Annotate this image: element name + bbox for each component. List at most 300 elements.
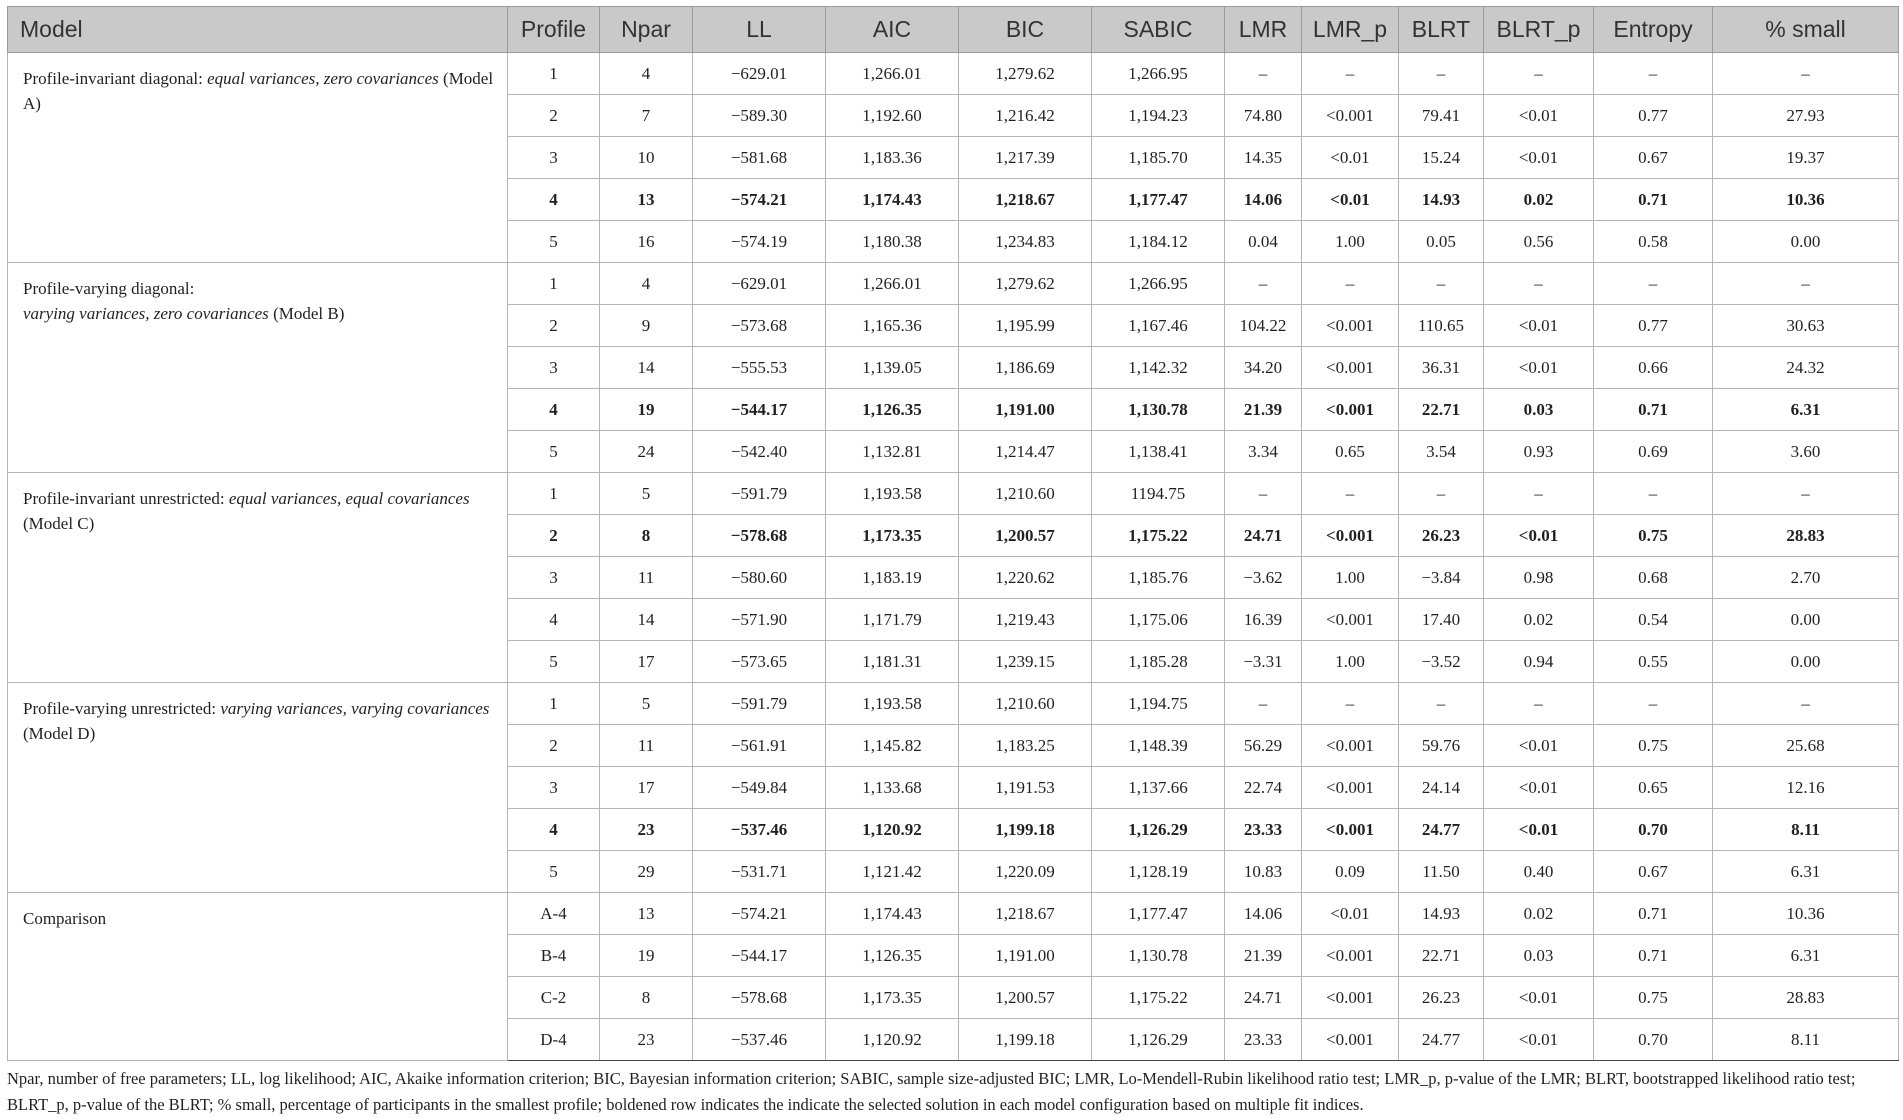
table-cell: <0.001 [1302, 725, 1399, 767]
table-cell: – [1225, 683, 1302, 725]
column-header-entropy: Entropy [1594, 7, 1713, 53]
table-cell: <0.01 [1302, 179, 1399, 221]
table-cell: <0.01 [1484, 95, 1594, 137]
table-cell: – [1399, 263, 1484, 305]
table-cell: 1 [508, 263, 600, 305]
table-cell: 1,200.57 [959, 977, 1092, 1019]
column-header-npar: Npar [600, 7, 693, 53]
table-cell: 0.40 [1484, 851, 1594, 893]
table-cell: 24.71 [1225, 515, 1302, 557]
table-cell: 0.00 [1713, 641, 1899, 683]
table-cell: – [1594, 263, 1713, 305]
table-cell: 28.83 [1713, 977, 1899, 1019]
table-cell: <0.01 [1484, 725, 1594, 767]
table-cell: 1,279.62 [959, 263, 1092, 305]
table-cell: 1,218.67 [959, 893, 1092, 935]
table-cell: 1,120.92 [826, 809, 959, 851]
table-cell: 0.68 [1594, 557, 1713, 599]
table-cell: – [1713, 53, 1899, 95]
table-cell: <0.001 [1302, 809, 1399, 851]
model-label-text: Profile-invariant diagonal: [23, 69, 208, 88]
table-cell: 11 [600, 725, 693, 767]
table-cell: 1 [508, 53, 600, 95]
table-cell: −574.21 [693, 179, 826, 221]
table-cell: 1 [508, 473, 600, 515]
table-cell: 0.75 [1594, 977, 1713, 1019]
table-cell: 0.75 [1594, 515, 1713, 557]
table-cell: −574.21 [693, 893, 826, 935]
table-cell: 0.09 [1302, 851, 1399, 893]
table-cell: 1,194.75 [1092, 683, 1225, 725]
table-cell: −3.52 [1399, 641, 1484, 683]
table-cell: 5 [508, 851, 600, 893]
table-cell: – [1302, 473, 1399, 515]
model-label-text: (Model B) [268, 304, 345, 323]
table-cell: −537.46 [693, 1019, 826, 1061]
table-cell: 6.31 [1713, 389, 1899, 431]
table-cell: 0.55 [1594, 641, 1713, 683]
table-cell: 0.58 [1594, 221, 1713, 263]
table-cell: 2.70 [1713, 557, 1899, 599]
table-cell: 1,186.69 [959, 347, 1092, 389]
table-cell: 1,128.19 [1092, 851, 1225, 893]
table-cell: 1,193.58 [826, 473, 959, 515]
table-cell: 110.65 [1399, 305, 1484, 347]
table-cell: <0.01 [1484, 977, 1594, 1019]
table-cell: 2 [508, 95, 600, 137]
table-cell: −542.40 [693, 431, 826, 473]
table-row [8, 893, 1899, 935]
table-cell: 1,214.47 [959, 431, 1092, 473]
table-cell: 5 [600, 683, 693, 725]
fit-indices-table [7, 6, 1899, 1061]
table-cell: 7 [600, 95, 693, 137]
table-cell: 4 [600, 53, 693, 95]
table-cell: 56.29 [1225, 725, 1302, 767]
table-cell: – [1594, 683, 1713, 725]
table-cell: <0.001 [1302, 305, 1399, 347]
table-cell: – [1399, 473, 1484, 515]
table-cell: 26.23 [1399, 977, 1484, 1019]
table-cell: 1,142.32 [1092, 347, 1225, 389]
table-cell: −573.68 [693, 305, 826, 347]
table-cell: −571.90 [693, 599, 826, 641]
table-cell: 1,191.53 [959, 767, 1092, 809]
table-cell: 3.60 [1713, 431, 1899, 473]
table-cell: 0.94 [1484, 641, 1594, 683]
table-cell: – [1594, 53, 1713, 95]
table-cell: 0.71 [1594, 935, 1713, 977]
table-cell: 0.03 [1484, 389, 1594, 431]
table-cell: 1,266.01 [826, 53, 959, 95]
column-header-profile: Profile [508, 7, 600, 53]
table-cell: 1,200.57 [959, 515, 1092, 557]
table-cell: 1,138.41 [1092, 431, 1225, 473]
table-cell: 3.34 [1225, 431, 1302, 473]
table-cell: 6.31 [1713, 935, 1899, 977]
table-cell: 24.77 [1399, 1019, 1484, 1061]
table-cell: 17.40 [1399, 599, 1484, 641]
table-cell: <0.01 [1484, 515, 1594, 557]
table-cell: −573.65 [693, 641, 826, 683]
table-cell: <0.01 [1484, 767, 1594, 809]
table-cell: 0.71 [1594, 179, 1713, 221]
table-cell: −555.53 [693, 347, 826, 389]
table-cell: <0.001 [1302, 389, 1399, 431]
table-cell: 1,218.67 [959, 179, 1092, 221]
table-cell: <0.01 [1302, 137, 1399, 179]
table-cell: 10.36 [1713, 893, 1899, 935]
table-cell: −544.17 [693, 389, 826, 431]
table-cell: 1.00 [1302, 641, 1399, 683]
table-cell: 12.16 [1713, 767, 1899, 809]
table-cell: 1,175.22 [1092, 977, 1225, 1019]
column-header-sabic: SABIC [1092, 7, 1225, 53]
table-cell: 13 [600, 893, 693, 935]
table-cell: – [1225, 263, 1302, 305]
table-cell: 3 [508, 347, 600, 389]
table-cell: 24.77 [1399, 809, 1484, 851]
table-cell: 0.98 [1484, 557, 1594, 599]
table-body [8, 53, 1899, 1061]
table-cell: −580.60 [693, 557, 826, 599]
table-cell: 9 [600, 305, 693, 347]
table-cell: 21.39 [1225, 935, 1302, 977]
table-cell: 1,184.12 [1092, 221, 1225, 263]
table-cell: 79.41 [1399, 95, 1484, 137]
table-cell: 1,130.78 [1092, 389, 1225, 431]
table-cell: −574.19 [693, 221, 826, 263]
table-cell: 1,199.18 [959, 809, 1092, 851]
table-cell: 1,266.01 [826, 263, 959, 305]
table-cell: −3.31 [1225, 641, 1302, 683]
table-cell: <0.001 [1302, 767, 1399, 809]
table-cell: 10 [600, 137, 693, 179]
table-cell: 11.50 [1399, 851, 1484, 893]
table-cell: 1,126.35 [826, 389, 959, 431]
table-cell: −578.68 [693, 515, 826, 557]
table-cell: A-4 [508, 893, 600, 935]
table-cell: 21.39 [1225, 389, 1302, 431]
table-cell: – [1484, 263, 1594, 305]
table-cell: 1,139.05 [826, 347, 959, 389]
table-cell: 1,121.42 [826, 851, 959, 893]
table-cell: – [1484, 683, 1594, 725]
table-cell: 36.31 [1399, 347, 1484, 389]
table-cell: 1,217.39 [959, 137, 1092, 179]
table-cell: 1.00 [1302, 557, 1399, 599]
table-cell: 3 [508, 767, 600, 809]
table-cell: 26.23 [1399, 515, 1484, 557]
table-cell: 22.71 [1399, 389, 1484, 431]
table-cell: 23 [600, 809, 693, 851]
table-cell: <0.001 [1302, 515, 1399, 557]
table-cell: −591.79 [693, 683, 826, 725]
table-cell: 1,210.60 [959, 473, 1092, 515]
table-cell: – [1302, 263, 1399, 305]
column-header-pct-small: % small [1713, 7, 1899, 53]
table-cell: 1,220.09 [959, 851, 1092, 893]
table-cell: <0.01 [1302, 893, 1399, 935]
table-cell: 23.33 [1225, 809, 1302, 851]
table-cell: 0.65 [1302, 431, 1399, 473]
table-cell: −578.68 [693, 977, 826, 1019]
column-header-blrt-p: BLRT_p [1484, 7, 1594, 53]
table-cell: 28.83 [1713, 515, 1899, 557]
table-cell: 23 [600, 1019, 693, 1061]
table-cell: 1,175.22 [1092, 515, 1225, 557]
table-cell: 0.02 [1484, 179, 1594, 221]
table-cell: 15.24 [1399, 137, 1484, 179]
table-cell: 0.05 [1399, 221, 1484, 263]
table-cell: 0.66 [1594, 347, 1713, 389]
table-cell: −537.46 [693, 809, 826, 851]
table-cell: 23.33 [1225, 1019, 1302, 1061]
model-label-text: (Model D) [23, 724, 96, 743]
table-cell: – [1302, 683, 1399, 725]
table-cell: 14.06 [1225, 893, 1302, 935]
column-header-ll: LL [693, 7, 826, 53]
table-cell: 0.54 [1594, 599, 1713, 641]
table-cell: 17 [600, 767, 693, 809]
table-cell: 1,171.79 [826, 599, 959, 641]
table-cell: 1,185.70 [1092, 137, 1225, 179]
table-cell: 8.11 [1713, 1019, 1899, 1061]
table-cell: <0.01 [1484, 1019, 1594, 1061]
table-cell: 1,185.76 [1092, 557, 1225, 599]
table-cell: 1,130.78 [1092, 935, 1225, 977]
table-cell: 19.37 [1713, 137, 1899, 179]
table-cell: 3.54 [1399, 431, 1484, 473]
table-cell: – [1225, 53, 1302, 95]
table-cell: 0.56 [1484, 221, 1594, 263]
table-row [8, 683, 1899, 725]
table-cell: −549.84 [693, 767, 826, 809]
column-header-blrt: BLRT [1399, 7, 1484, 53]
model-label-italic: varying variances, varying covariances [220, 699, 490, 718]
table-cell: 2 [508, 515, 600, 557]
table-cell: 0.65 [1594, 767, 1713, 809]
table-cell: 1,199.18 [959, 1019, 1092, 1061]
fit-table-container [7, 6, 1898, 1061]
model-group-label [8, 473, 508, 683]
table-cell: 1,195.99 [959, 305, 1092, 347]
table-cell: 0.70 [1594, 1019, 1713, 1061]
table-cell: 0.70 [1594, 809, 1713, 851]
table-cell: 4 [508, 599, 600, 641]
table-cell: 1,279.62 [959, 53, 1092, 95]
table-cell: 0.03 [1484, 935, 1594, 977]
table-cell: – [1302, 53, 1399, 95]
table-cell: 19 [600, 389, 693, 431]
table-cell: <0.01 [1484, 347, 1594, 389]
table-cell: −629.01 [693, 263, 826, 305]
table-cell: 22.71 [1399, 935, 1484, 977]
table-cell: 10.36 [1713, 179, 1899, 221]
table-cell: 34.20 [1225, 347, 1302, 389]
table-cell: 5 [508, 221, 600, 263]
table-cell: 0.77 [1594, 305, 1713, 347]
table-cell: 0.71 [1594, 389, 1713, 431]
table-cell: 25.68 [1713, 725, 1899, 767]
table-cell: −544.17 [693, 935, 826, 977]
table-cell: 3 [508, 137, 600, 179]
table-row [8, 53, 1899, 95]
table-cell: D-4 [508, 1019, 600, 1061]
table-cell: 1,173.35 [826, 977, 959, 1019]
table-cell: 1,266.95 [1092, 263, 1225, 305]
table-cell: <0.001 [1302, 95, 1399, 137]
model-label-text: Profile-varying diagonal: [23, 279, 195, 298]
table-cell: – [1399, 53, 1484, 95]
table-cell: 22.74 [1225, 767, 1302, 809]
table-cell: 1,167.46 [1092, 305, 1225, 347]
table-cell: 1.00 [1302, 221, 1399, 263]
header-row [8, 7, 1899, 53]
table-cell: 2 [508, 725, 600, 767]
table-cell: 1,266.95 [1092, 53, 1225, 95]
table-cell: 1,193.58 [826, 683, 959, 725]
table-cell: 1,183.19 [826, 557, 959, 599]
table-cell: 3 [508, 557, 600, 599]
table-cell: 0.02 [1484, 893, 1594, 935]
column-header-lmr-p: LMR_p [1302, 7, 1399, 53]
model-label-text: (Model A) [23, 69, 494, 113]
table-cell: <0.001 [1302, 347, 1399, 389]
table-cell: 4 [508, 389, 600, 431]
table-cell: 4 [508, 809, 600, 851]
model-label-text: Comparison [23, 909, 107, 928]
table-cell: 4 [508, 179, 600, 221]
table-cell: – [1594, 473, 1713, 515]
table-cell: 1,210.60 [959, 683, 1092, 725]
table-cell: 5 [508, 641, 600, 683]
table-cell: 17 [600, 641, 693, 683]
table-cell: 1,126.29 [1092, 1019, 1225, 1061]
table-cell: 1,239.15 [959, 641, 1092, 683]
table-row [8, 263, 1899, 305]
table-cell: 59.76 [1399, 725, 1484, 767]
table-cell: 1,180.38 [826, 221, 959, 263]
table-cell: 1,181.31 [826, 641, 959, 683]
model-label-text: Profile-varying unrestricted: [23, 699, 221, 718]
column-header-bic: BIC [959, 7, 1092, 53]
table-cell: 1,175.06 [1092, 599, 1225, 641]
model-group-label [8, 53, 508, 263]
table-cell: 1,126.29 [1092, 809, 1225, 851]
table-cell: 0.77 [1594, 95, 1713, 137]
table-cell: 1,120.92 [826, 1019, 959, 1061]
table-cell: 0.69 [1594, 431, 1713, 473]
table-cell: 1,220.62 [959, 557, 1092, 599]
table-cell: 1,216.42 [959, 95, 1092, 137]
model-label-text: Profile-invariant unrestricted: [23, 489, 229, 508]
table-cell: −561.91 [693, 725, 826, 767]
table-cell: 1,145.82 [826, 725, 959, 767]
table-cell: 0.71 [1594, 893, 1713, 935]
table-cell: 1194.75 [1092, 473, 1225, 515]
table-cell: 8 [600, 515, 693, 557]
table-cell: C-2 [508, 977, 600, 1019]
table-cell: B-4 [508, 935, 600, 977]
table-cell: – [1484, 53, 1594, 95]
table-cell: 24.32 [1713, 347, 1899, 389]
table-cell: 8 [600, 977, 693, 1019]
table-cell: 1,177.47 [1092, 179, 1225, 221]
table-cell: 1,192.60 [826, 95, 959, 137]
table-cell: −591.79 [693, 473, 826, 515]
table-cell: 24.14 [1399, 767, 1484, 809]
table-cell: 0.04 [1225, 221, 1302, 263]
model-group-label [8, 263, 508, 473]
table-cell: 29 [600, 851, 693, 893]
model-label-italic: equal variances, zero covariances [207, 69, 439, 88]
table-cell: 13 [600, 179, 693, 221]
table-cell: 1,174.43 [826, 179, 959, 221]
table-cell: 1,234.83 [959, 221, 1092, 263]
table-cell: −531.71 [693, 851, 826, 893]
table-cell: 1,148.39 [1092, 725, 1225, 767]
table-cell: 1 [508, 683, 600, 725]
model-label-text: (Model C) [23, 514, 95, 533]
column-header-aic: AIC [826, 7, 959, 53]
table-cell: 1,191.00 [959, 389, 1092, 431]
table-cell: 1,174.43 [826, 893, 959, 935]
table-cell: 14 [600, 599, 693, 641]
table-cell: 14.93 [1399, 893, 1484, 935]
table-cell: 74.80 [1225, 95, 1302, 137]
table-cell: 0.93 [1484, 431, 1594, 473]
table-cell: 5 [508, 431, 600, 473]
table-cell: 0.75 [1594, 725, 1713, 767]
table-cell: 1,132.81 [826, 431, 959, 473]
table-cell: 11 [600, 557, 693, 599]
table-cell: <0.01 [1484, 809, 1594, 851]
table-cell: 10.83 [1225, 851, 1302, 893]
table-cell: 0.67 [1594, 137, 1713, 179]
table-cell: 1,183.25 [959, 725, 1092, 767]
table-cell: 19 [600, 935, 693, 977]
table-cell: 16.39 [1225, 599, 1302, 641]
table-cell: – [1713, 683, 1899, 725]
table-cell: <0.001 [1302, 1019, 1399, 1061]
table-cell: 0.67 [1594, 851, 1713, 893]
table-cell: 27.93 [1713, 95, 1899, 137]
column-header-lmr: LMR [1225, 7, 1302, 53]
table-cell: −629.01 [693, 53, 826, 95]
table-cell: 4 [600, 263, 693, 305]
table-cell: −589.30 [693, 95, 826, 137]
table-cell: – [1399, 683, 1484, 725]
table-footnote: Npar, number of free parameters; LL, log likelihood; AIC, Akaike information criterion; BIC, Bayesian information criterion; SABIC, sample size-adjusted BIC; LMR, Lo-Mendell-Rubin likelihood ratio test; LMR_p, p-value of the LMR; BLRT, bootstrapped likelihood ratio test; BLRT_p, p-value of the BLRT; % small, percentage of participants in the smallest profile; boldened row indicates the indicate the selected solution in each model configuration based on multiple fit indices. [7, 1069, 1856, 1114]
table-row [8, 473, 1899, 515]
table-cell: 1,126.35 [826, 935, 959, 977]
table-cell: <0.001 [1302, 599, 1399, 641]
table-cell: 1,177.47 [1092, 893, 1225, 935]
table-cell: 24 [600, 431, 693, 473]
table-cell: 1,185.28 [1092, 641, 1225, 683]
table-cell: 30.63 [1713, 305, 1899, 347]
table-cell: 24.71 [1225, 977, 1302, 1019]
table-cell: <0.001 [1302, 977, 1399, 1019]
table-cell: 1,191.00 [959, 935, 1092, 977]
model-group-label [8, 893, 508, 1061]
table-cell: 6.31 [1713, 851, 1899, 893]
table-cell: <0.01 [1484, 137, 1594, 179]
table-cell: 8.11 [1713, 809, 1899, 851]
table-cell: <0.001 [1302, 935, 1399, 977]
table-cell: −581.68 [693, 137, 826, 179]
